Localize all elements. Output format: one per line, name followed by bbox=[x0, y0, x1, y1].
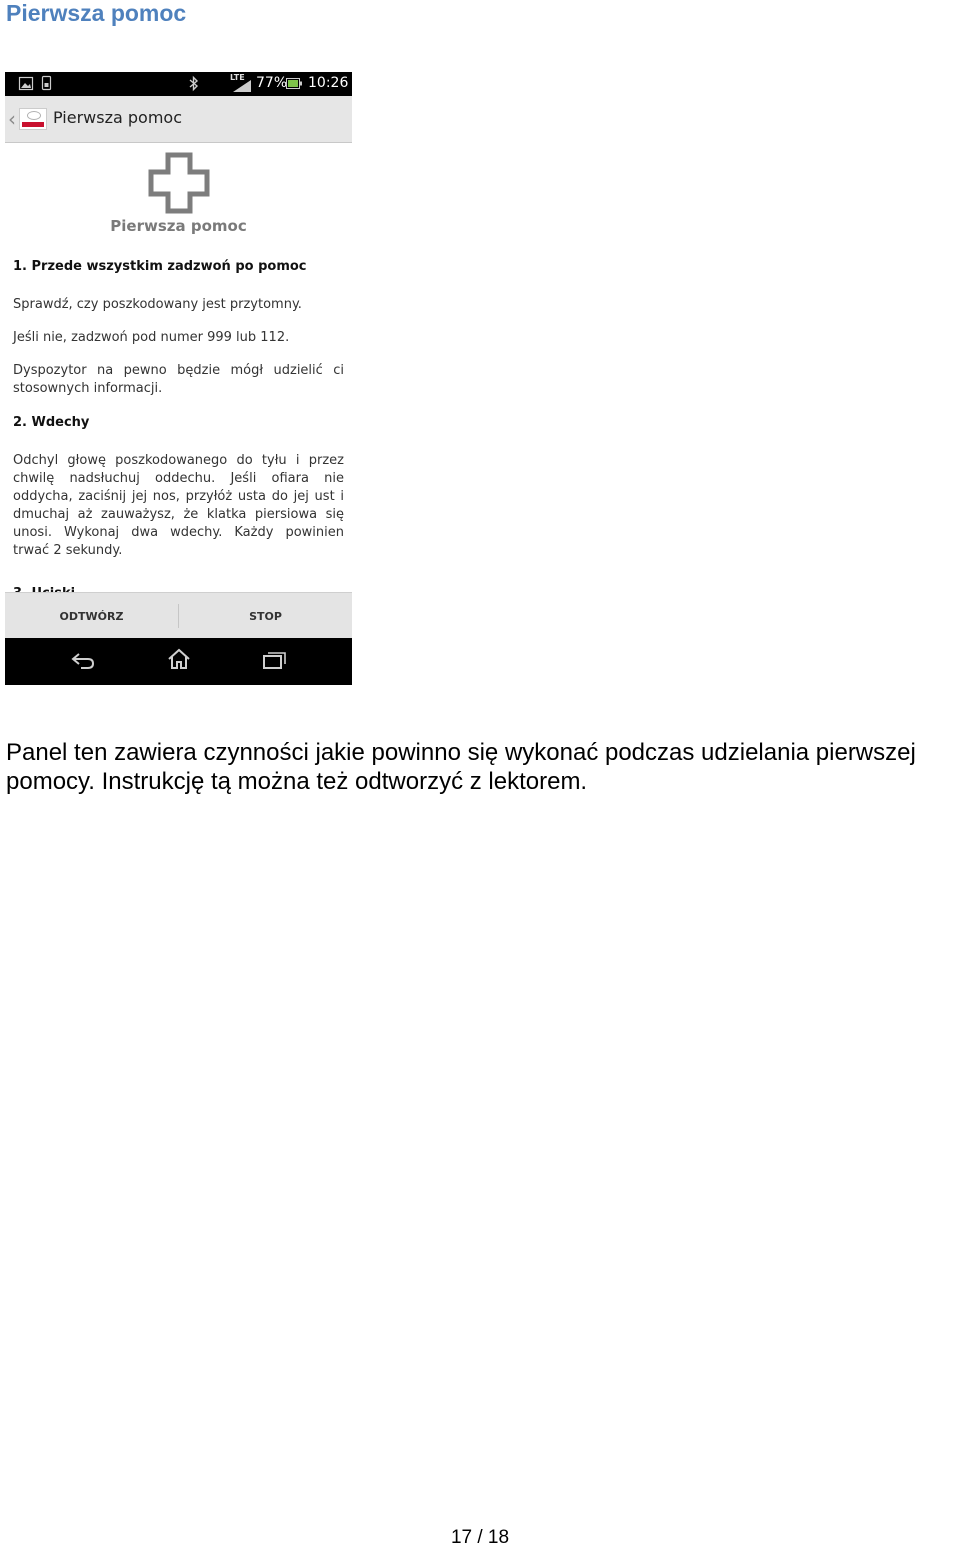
section-heading: 2. Wdechy bbox=[13, 415, 90, 430]
section-heading: 1. Przede wszystkim zadzwoń po pomoc bbox=[13, 259, 307, 274]
document-caption: Panel ten zawiera czynności jakie powinno się wykonać podczas udzielania pierwszej pomocy. Instrukcję tą można też odtworzyć z lektorem. bbox=[6, 739, 916, 795]
document-heading: Pierwsza pomoc bbox=[6, 0, 187, 26]
bluetooth-icon bbox=[189, 76, 199, 91]
navigation-bar bbox=[5, 638, 352, 685]
app-title: Pierwsza pomoc bbox=[53, 108, 182, 127]
sim-icon bbox=[42, 76, 51, 90]
section-paragraph: Sprawdź, czy poszkodowany jest przytomny. bbox=[13, 297, 302, 312]
chevron-left-icon[interactable]: ‹ bbox=[8, 107, 16, 131]
network-type: LTE bbox=[230, 73, 245, 82]
hero-title: Pierwsza pomoc bbox=[110, 217, 247, 235]
section-paragraph: Odchyl głowę poszkodowanego do tyłu i przez chwilę nadsłuchuj oddechu. Jeśli ofiara nie oddycha, zaciśnij jej nos, przyłóż usta do jej ust i dmuchaj aż zauważysz, że klatka piersiowa się unosi. Wykonaj dwa wdechy. Każdy powinien trwać 2 sekundy. bbox=[13, 453, 344, 558]
home-icon[interactable] bbox=[167, 648, 191, 670]
instructions-content bbox=[13, 258, 344, 576]
first-aid-cross-icon bbox=[148, 152, 210, 214]
action-bar bbox=[5, 96, 352, 143]
status-bar bbox=[5, 72, 352, 96]
section-paragraph: Dyspozytor na pewno będzie mógł udzielić ci stosownych informacji. bbox=[13, 363, 344, 396]
battery-icon bbox=[286, 78, 302, 89]
page-number: 17 / 18 bbox=[450, 1527, 510, 1548]
section-paragraph: Jeśli nie, zadzwoń pod numer 999 lub 112. bbox=[13, 330, 290, 345]
toyota-logo-icon[interactable] bbox=[19, 108, 47, 130]
phone-screenshot bbox=[5, 72, 352, 685]
image-icon bbox=[19, 77, 33, 90]
recent-apps-icon[interactable] bbox=[263, 650, 287, 670]
stop-button[interactable]: STOP bbox=[179, 593, 352, 639]
player-controls bbox=[5, 592, 352, 639]
back-icon[interactable] bbox=[71, 650, 95, 670]
play-button[interactable]: ODTWÓRZ bbox=[5, 593, 178, 639]
clock: 10:26 bbox=[308, 75, 349, 91]
battery-percent: 77% bbox=[256, 75, 288, 91]
signal-icon bbox=[233, 80, 251, 92]
